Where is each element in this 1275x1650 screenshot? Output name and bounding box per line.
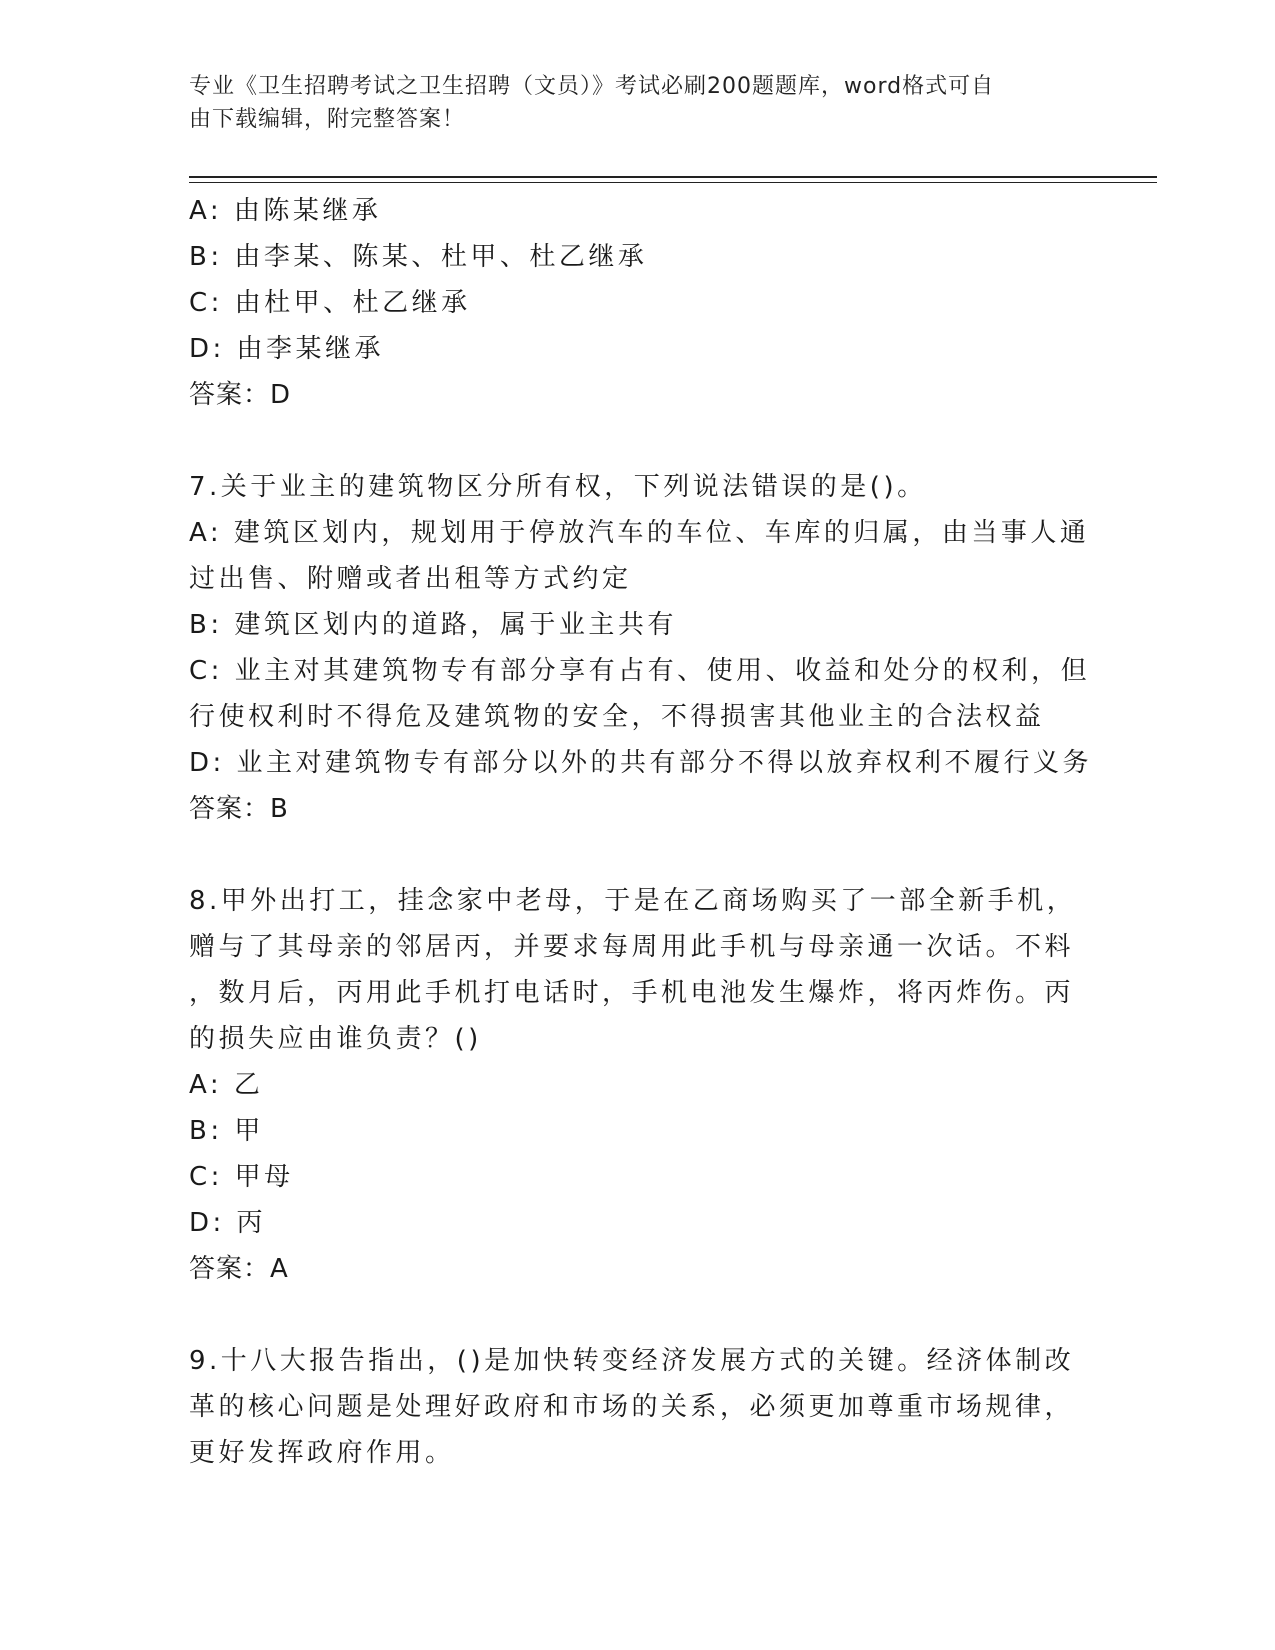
question-stem-line-1: 9.十八大报告指出，()是加快转变经济发展方式的关键。经济体制改 xyxy=(189,1346,1075,1376)
option-c: C: 甲母 xyxy=(189,1162,294,1192)
question-6-continued xyxy=(189,188,1089,418)
option-a-line-2: 过出售、附赠或者出租等方式约定 xyxy=(189,564,632,594)
question-stem: 7.关于业主的建筑物区分所有权，下列说法错误的是()。 xyxy=(189,472,927,502)
option-c: C: 由杜甲、杜乙继承 xyxy=(189,288,471,318)
option-c-line-2: 行使权利时不得危及建筑物的安全，不得损害其他业主的合法权益 xyxy=(189,702,1045,732)
answer: 答案：D xyxy=(189,380,292,410)
option-c-line-1: C: 业主对其建筑物专有部分享有占有、使用、收益和处分的权利，但 xyxy=(189,656,1091,686)
option-d: D: 业主对建筑物专有部分以外的共有部分不得以放弃权利不履行义务 xyxy=(189,748,1093,778)
header-line-1: 专业《卫生招聘考试之卫生招聘（文员）》考试必刷200题题库，word格式可自 xyxy=(189,74,995,99)
option-b: B: 由李某、陈某、杜甲、杜乙继承 xyxy=(189,242,648,272)
question-stem-line-2: 革的核心问题是处理好政府和市场的关系，必须更加尊重市场规律， xyxy=(189,1392,1075,1422)
question-stem-line-3: ，数月后，丙用此手机打电话时，手机电池发生爆炸，将丙炸伤。丙 xyxy=(189,978,1075,1008)
option-b: B: 建筑区划内的道路，属于业主共有 xyxy=(189,610,677,640)
question-stem-line-3: 更好发挥政府作用。 xyxy=(189,1438,455,1468)
option-b: B: 甲 xyxy=(189,1116,264,1146)
document-body xyxy=(189,188,1093,1476)
question-stem-line-2: 赠与了其母亲的邻居丙，并要求每周用此手机与母亲通一次话。不料 xyxy=(189,932,1075,962)
answer: 答案：A xyxy=(189,1254,289,1284)
header-rule-thick xyxy=(189,176,1157,178)
option-d: D: 由李某继承 xyxy=(189,334,385,364)
document-header xyxy=(189,70,1069,136)
option-a: A: 乙 xyxy=(189,1070,264,1100)
header-rule-thin xyxy=(189,182,1157,183)
question-7 xyxy=(189,464,1093,832)
answer: 答案：B xyxy=(189,794,289,824)
question-stem-line-1: 8.甲外出打工，挂念家中老母，于是在乙商场购买了一部全新手机， xyxy=(189,886,1077,916)
option-d: D: 丙 xyxy=(189,1208,267,1238)
question-stem-line-4: 的损失应由谁负责？() xyxy=(189,1024,482,1054)
option-a: A: 由陈某继承 xyxy=(189,196,382,226)
question-8 xyxy=(189,878,1089,1292)
question-9 xyxy=(189,1338,1089,1476)
option-a-line-1: A: 建筑区划内，规划用于停放汽车的车位、车库的归属，由当事人通 xyxy=(189,518,1090,548)
header-line-2: 由下载编辑，附完整答案！ xyxy=(189,107,466,132)
